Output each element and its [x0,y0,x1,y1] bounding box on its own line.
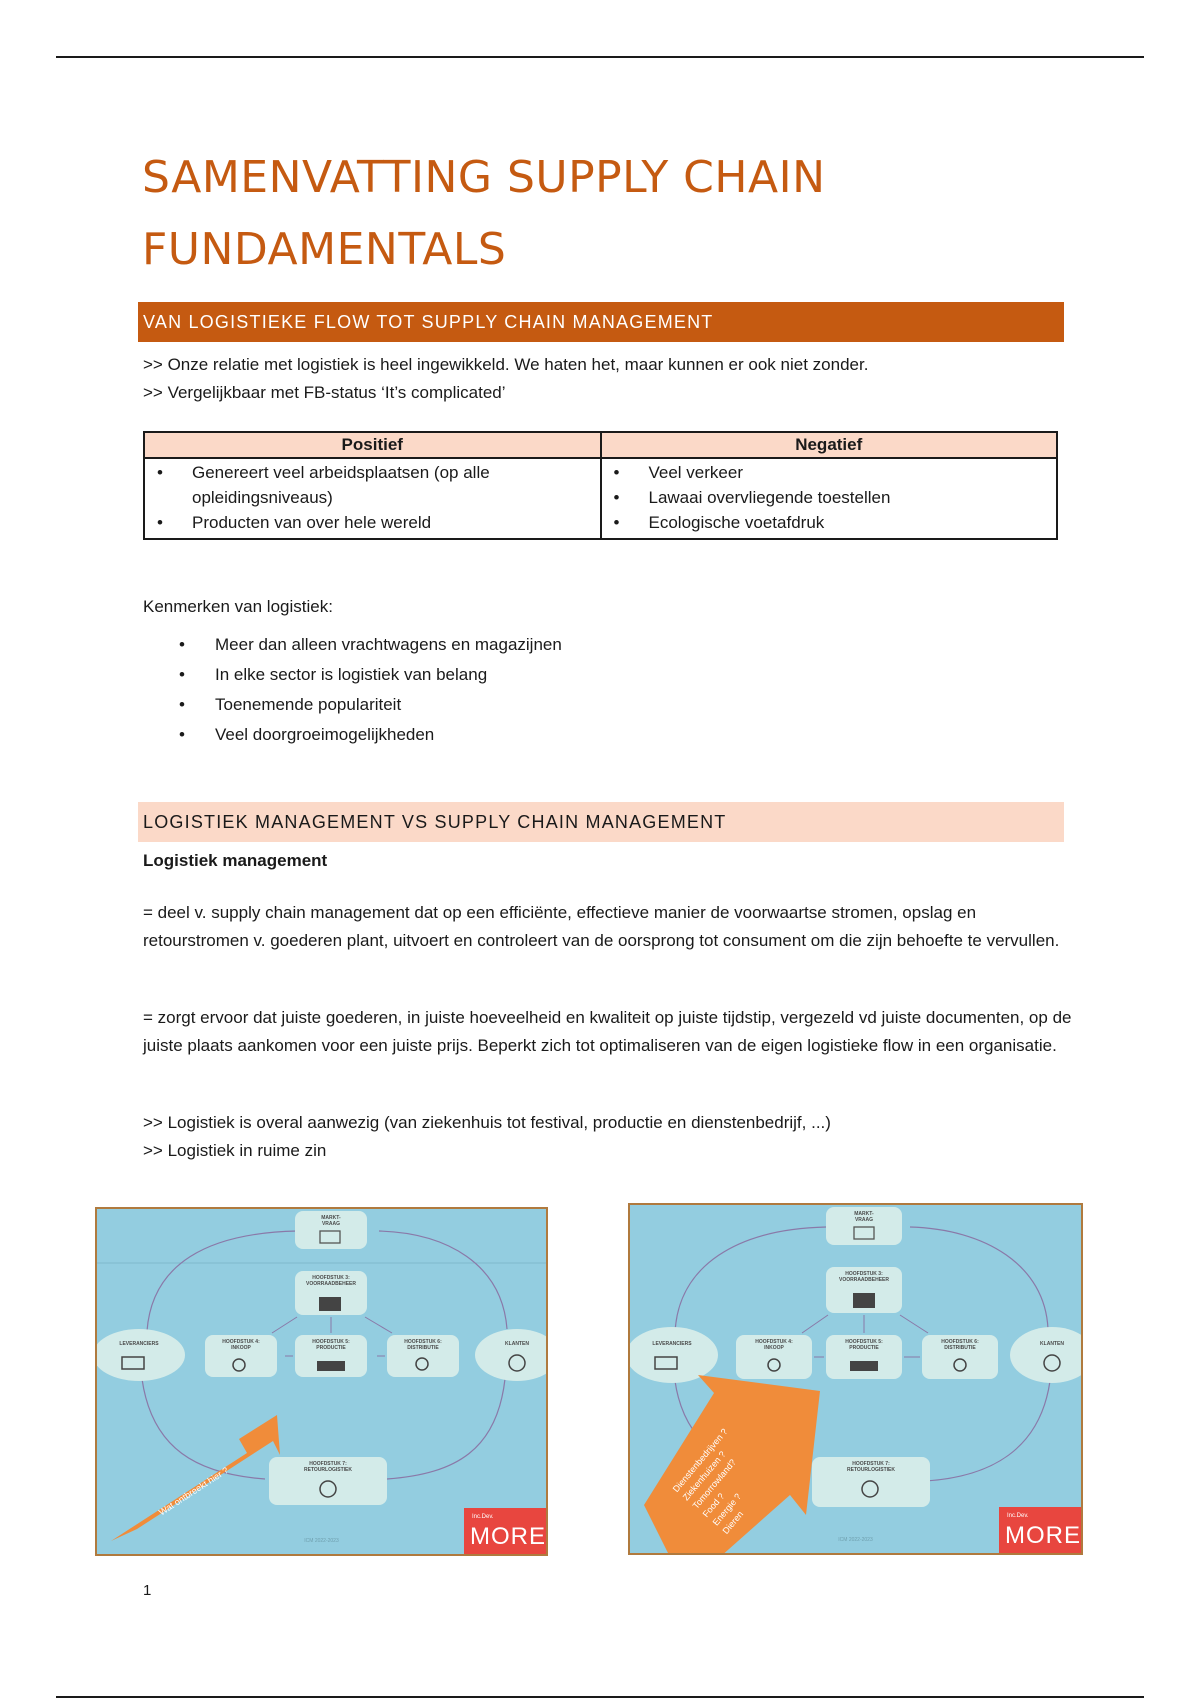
list-item: • Veel verkeer [610,460,1049,485]
label-stock: HOOFDSTUK 3: VOORRAADBEHEER [838,1271,889,1283]
note-line-2: >> Logistiek in ruime zin [143,1141,327,1160]
note-line-1: >> Logistiek is overal aanwezig (van ziekenhuis tot festival, productie en dienstenbedrijf, ...) [143,1113,831,1132]
slide-1-footer: ICM 2022-2023 [304,1538,339,1544]
title-line-1: SAMENVATTING SUPPLY CHAIN [142,152,826,203]
label-returns: HOOFDSTUK 7: RETOURLOGISTIEK [847,1461,895,1473]
brand-word: MORE [470,1523,546,1550]
table-header-negative: Negatief [601,432,1058,458]
table-header-positive: Positief [144,432,601,458]
header-rule [56,56,1144,58]
label-returns: HOOFDSTUK 7: RETOURLOGISTIEK [304,1461,352,1473]
label-customers: KLANTEN [505,1341,529,1347]
list-item: • Lawaai overvliegende toestellen [610,485,1049,510]
node-suppliers [97,1329,185,1381]
label-distribution: HOOFDSTUK 6: DISTRIBUTIE [941,1339,979,1351]
label-distribution: HOOFDSTUK 6: DISTRIBUTIE [404,1339,442,1351]
definition-paragraph-1: = deel v. supply chain management dat op een efficiënte, effectieve manier de voorwaartse stromen, opslag en retourstromen v. goederen plant, uitvoert en controleert van de oorsprong tot consument om die zijn behoefte te vervullen. [143,903,1060,950]
list-item: • Toenemende populariteit [178,690,562,720]
slide-1-arrow-text: Wat ontbreekt hier ? [157,1465,231,1518]
list-item: • Genereert veel arbeidsplaatsen (op alle opleidingsniveaus) [153,460,592,510]
page-number: 1 [143,1582,152,1599]
negatives-cell [601,458,1058,539]
brand-tag: Inc.Dev. [472,1514,494,1520]
label-purchase: HOOFDSTUK 4: INKOOP [222,1339,260,1351]
label-production: HOOFDSTUK 5: PRODUCTIE [845,1339,883,1351]
label-stock: HOOFDSTUK 3: VOORRAADBEHEER [305,1275,356,1287]
intro-line-1: >> Onze relatie met logistiek is heel ingewikkeld. We haten het, maar kunnen er ook niet zonder. [143,355,869,374]
list-item: • Producten van over hele wereld [153,510,592,535]
list-item: • Ecologische voetafdruk [610,510,1049,535]
title-line-2: FUNDAMENTALS [142,224,507,275]
brand-word: MORE [1005,1522,1081,1549]
characteristics-list [178,630,562,750]
definition-paragraph-2: = zorgt ervoor dat juiste goederen, in juiste hoeveelheid en kwaliteit op juiste tijdstip, vergezeld vd juiste documenten, op de juiste plaats aankomen voor een juiste prijs. Beperkt zich tot optimaliseren van de eigen logistieke flow in een organisatie. [143,1008,1072,1055]
list-item: • Veel doorgroeimogelijkheden [178,720,562,750]
node-customers [475,1329,548,1381]
slide-2-footer: ICM 2022-2023 [838,1537,873,1543]
node-customers [1010,1327,1083,1383]
positives-cell [144,458,601,539]
supply-chain-slide-2 [628,1203,1083,1555]
brand-logo [464,1508,546,1554]
label-market: MARKT- VRAAG [854,1211,874,1223]
characteristics-intro: Kenmerken van logistiek: [143,597,333,616]
label-market: MARKT- VRAAG [321,1215,341,1227]
list-item: • Meer dan alleen vrachtwagens en magazijnen [178,630,562,660]
slide-2-arrow-text: Dienstenbedrijven ? Ziekenhuizen ? Tomorrowland? Food ? Energie ? Dieren [670,1426,746,1536]
node-suppliers [630,1327,718,1383]
label-suppliers: LEVERANCIERS [119,1341,159,1347]
document-title [142,142,1042,286]
label-purchase: HOOFDSTUK 4: INKOOP [755,1339,793,1351]
footer-rule [56,1696,1144,1698]
label-production: HOOFDSTUK 5: PRODUCTIE [312,1339,350,1351]
list-item: • In elke sector is logistiek van belang [178,660,562,690]
supply-chain-slide-1 [95,1207,548,1556]
brand-tag: Inc.Dev. [1007,1513,1029,1519]
label-customers: KLANTEN [1040,1341,1064,1347]
brand-logo [999,1507,1081,1553]
section-heading-logistics-flow: VAN LOGISTIEKE FLOW TOT SUPPLY CHAIN MANAGEMENT [138,302,1064,342]
positive-negative-table [143,431,1058,540]
section-heading-logistics-vs-scm: LOGISTIEK MANAGEMENT VS SUPPLY CHAIN MANAGEMENT [138,802,1064,842]
intro-line-2: >> Vergelijkbaar met FB-status ‘It’s complicated’ [143,383,506,402]
label-suppliers: LEVERANCIERS [652,1341,692,1347]
subheading-logistics-management: Logistiek management [143,851,328,870]
